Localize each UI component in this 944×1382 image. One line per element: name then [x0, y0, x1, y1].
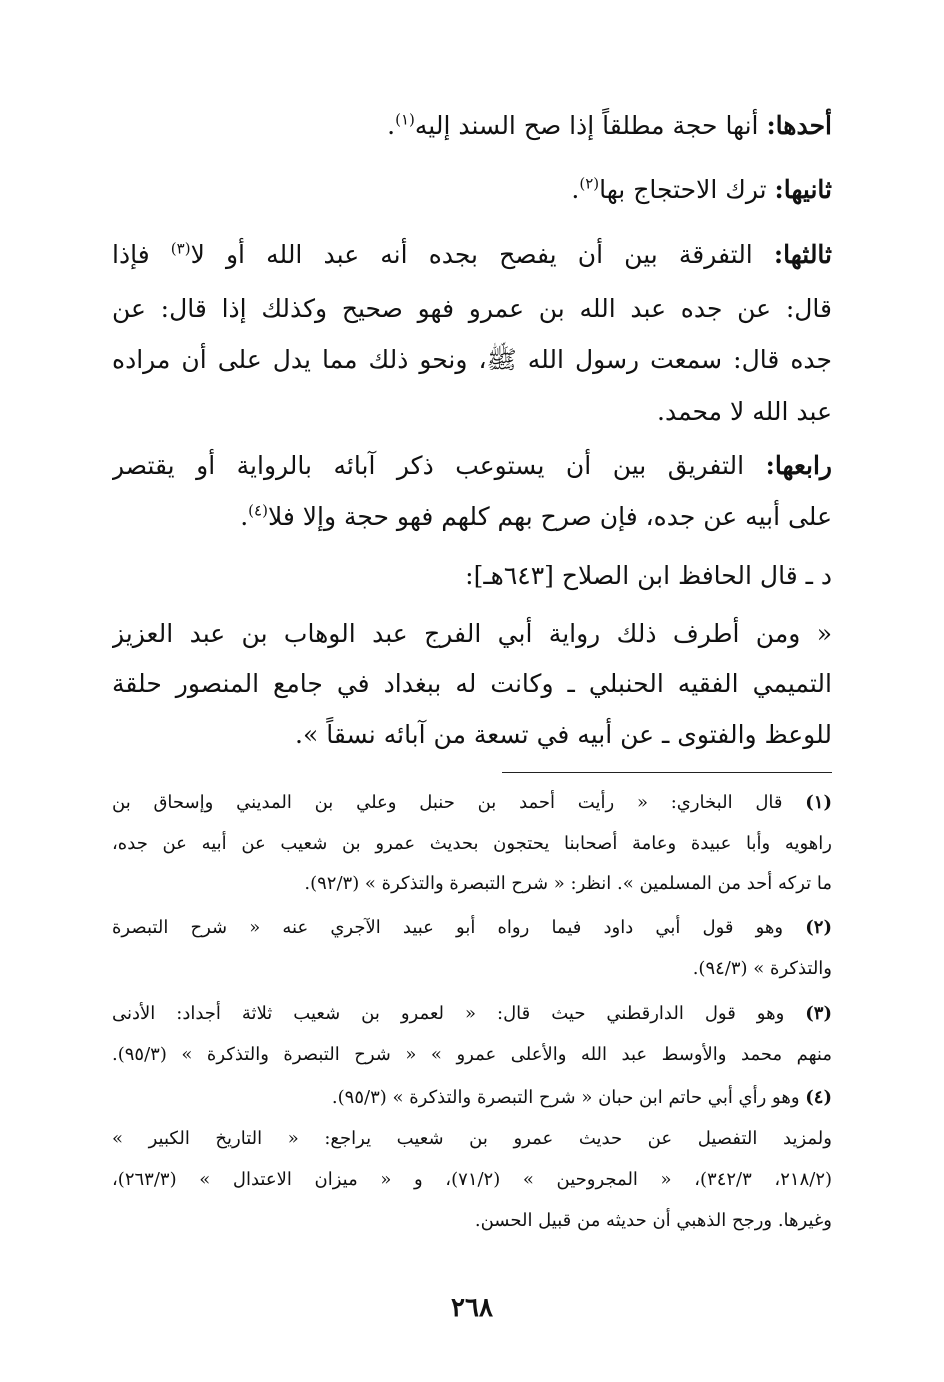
footnote-ref-1[interactable]: (١) [395, 110, 415, 129]
fourth-view-line-1: رابعها: التفريق بين أن يستوعب ذكر آبائه بالرواية أو يقتصر [112, 451, 832, 480]
footnote-4-line-3: (٢١٨/٢، ٣٤٢/٣)، « المجروحين » (٧١/٢)، و « ميزان الاعتدال » (٢٦٣/٣)، [112, 1169, 832, 1190]
footnote-3-number: (٣) [805, 1003, 832, 1024]
quote-line-2: التميمي الفقيه الحنبلي ـ وكانت له ببغداد في جامع المنصور حلقة [112, 669, 832, 698]
second-view-text: ترك الاحتجاج بها [599, 175, 775, 204]
footnote-2-line-2: والتذكرة » (٩٤/٣). [692, 958, 832, 979]
footnote-4-line-1: (٤) وهو رأي أبي حاتم ابن حبان « شرح التبصرة والتذكرة » (٩٥/٣). [331, 1087, 832, 1108]
paragraph-first-view: أحدها: أنها حجة مطلقاً إذا صح السند إليه$^{(١)}$. [387, 110, 832, 140]
footnote-1-line-2: راهويه وأبا عبيدة وعامة أصحابنا يحتجون بحديث عمرو بن شعيب عن أبيه عن جده، [112, 833, 832, 854]
third-view-line-2: قال: عن جده عبد الله بن عمرو فهو صحيح وكذلك إذا قال: عن [112, 294, 832, 323]
footnote-2-number: (٢) [805, 917, 832, 938]
section-heading-ibn-salah: د ـ قال الحافظ ابن الصلاح [٦٤٣هـ]: [465, 561, 832, 590]
paragraph-second-view: ثانيها: ترك الاحتجاج بها$^{(٢)}$. [571, 174, 832, 204]
footnote-3-line-1: (٣) وهو قول الدارقطني حيث قال: « لعمرو بن شعيب ثلاثة أجداد: الأدنى [112, 1003, 832, 1024]
first-view-label: أحدها: [766, 111, 832, 140]
footnote-1-number: (١) [805, 792, 832, 813]
footnote-4-number: (٤) [805, 1087, 832, 1108]
third-view-line-3: جده قال: سمعت رسول الله ﷺ، ونحو ذلك مما يدل على أن مراده [112, 345, 832, 374]
third-view-line-4: عبد الله لا محمد. [657, 397, 832, 426]
footnote-ref-4[interactable]: (٤) [248, 501, 268, 520]
third-view-label: ثالثها: [773, 240, 832, 269]
footnote-1-line-1: (١) قال البخاري: « رأيت أحمد بن حنبل وعلي بن المديني وإسحاق بن [112, 792, 832, 813]
footnote-3-line-2: منهم محمد والأوسط عبد الله والأعلى عمرو » « شرح التبصرة والتذكرة » (٩٥/٣). [112, 1044, 832, 1065]
page-number: ٢٦٨ [451, 1293, 493, 1323]
footnote-2-line-1: (٢) وهو قول أبي داود فيما رواه أبو عبيد الآجري عنه « شرح التبصرة [112, 917, 832, 938]
footnote-4-line-2: ولمزيد التفصيل عن حديث عمرو بن شعيب يراجع: « التاريخ الكبير » [112, 1128, 832, 1149]
footnote-4-line-4: وغيرها. ورجح الذهبي أن حديثه من قبيل الحسن. [474, 1210, 832, 1231]
footnote-ref-3[interactable]: (٣) [170, 239, 191, 258]
quote-line-1: « ومن أطرف ذلك رواية أبي الفرج عبد الوهاب بن عبد العزيز [112, 619, 832, 648]
fourth-view-line-2: على أبيه عن جده، فإن صرح بهم كلهم فهو حجة وإلا فلا$^{(٤)}$. [240, 501, 832, 531]
second-view-label: ثانيها: [774, 175, 832, 204]
footnote-ref-2[interactable]: (٢) [579, 174, 600, 193]
third-view-line-1: ثالثها: التفرقة بين أن يفصح بجده أنه عبد الله أو لا$^{(٣)}$ فإذا [112, 239, 832, 269]
footnote-separator [502, 772, 832, 773]
first-view-text: أنها حجة مطلقاً إذا صح السند إليه [414, 111, 767, 140]
fourth-view-label: رابعها: [765, 451, 832, 480]
quote-line-3: للوعظ والفتوى ـ عن أبيه في تسعة من آبائه نسقاً ». [295, 720, 832, 749]
footnote-1-line-3: ما تركه أحد من المسلمين ». انظر: « شرح التبصرة والتذكرة » (٩٢/٣). [304, 873, 832, 894]
